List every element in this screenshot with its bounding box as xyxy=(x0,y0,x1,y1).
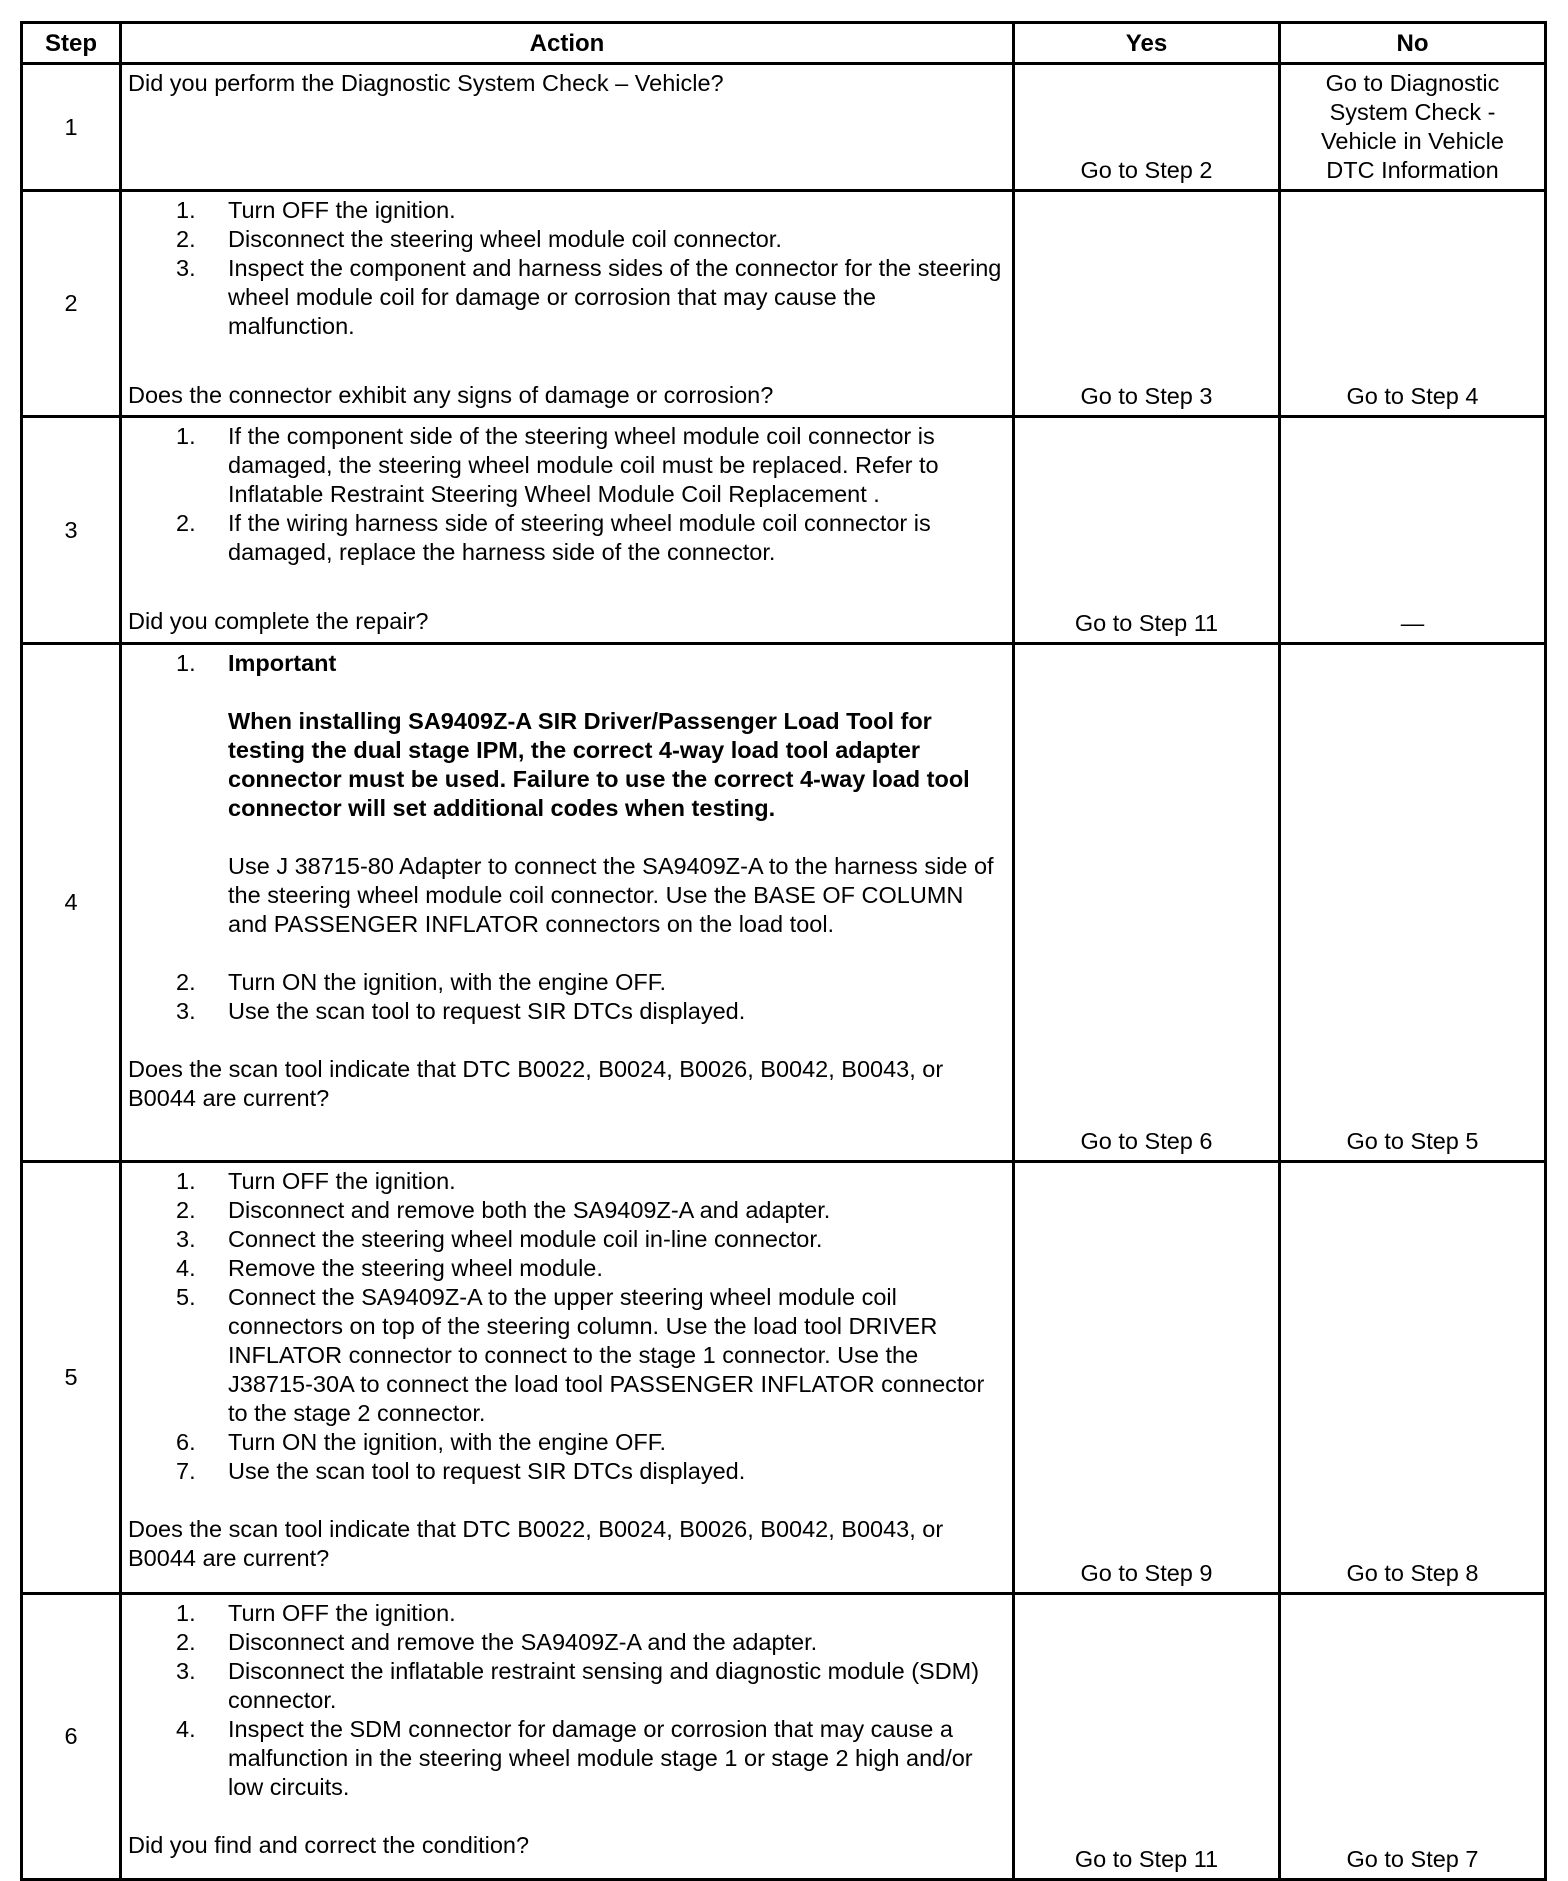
list-item: 2. Disconnect and remove both the SA9409Z-A and adapter. xyxy=(176,1197,831,1223)
action-cell xyxy=(121,64,1014,191)
no-cell: Go to Diagnostic System Check - Vehicle in Vehicle DTC Information xyxy=(1280,64,1546,191)
list-item: 1. Important When installing SA9409Z-A SIR Driver/Passenger Load Tool for testing the dual stage IPM, the correct 4-way load tool adapter connector must be used. Failure to use the correct 4-way load tool connector will set additional codes when testing. Use J 38715-80 Adapter to connect the SA9409Z-A to the harness side of the steering wheel module coil connector. Use the BASE OF COLUMN and PASSENGER INFLATOR connectors on the load tool. xyxy=(128,649,1006,968)
list-item: 2. Disconnect the steering wheel module coil connector. xyxy=(176,226,782,252)
action-steps xyxy=(128,1167,1006,1486)
action-steps xyxy=(128,1599,1006,1802)
important-label: Important xyxy=(228,650,337,676)
step-number: 3 xyxy=(22,417,121,644)
action-question: Did you find and correct the condition? xyxy=(128,1832,530,1858)
action-steps xyxy=(128,649,1006,1026)
list-item: 1. Turn OFF the ignition. xyxy=(176,197,456,223)
action-question: Did you complete the repair? xyxy=(128,608,429,634)
dash: — xyxy=(1400,610,1425,636)
list-item: 1. Turn OFF the ignition. xyxy=(176,1168,456,1194)
action-cell xyxy=(121,191,1014,417)
list-item: 2. If the wiring harness side of steering wheel module coil connector is damaged, replace the harness side of the connector. xyxy=(176,510,931,565)
important-note: Use J 38715-80 Adapter to connect the SA9409Z-A to the harness side of the steering wheel module coil connector. Use the BASE OF COLUMN and PASSENGER INFLATOR connectors on the load tool. xyxy=(228,853,994,937)
table-row xyxy=(22,644,1546,1162)
step-number: 2 xyxy=(22,191,121,417)
list-item: 6. Turn ON the ignition, with the engine OFF. xyxy=(176,1429,667,1455)
step-number: 5 xyxy=(22,1162,121,1594)
yes-cell: Go to Step 11 xyxy=(1014,417,1280,644)
important-text: When installing SA9409Z-A SIR Driver/Passenger Load Tool for testing the dual stage IPM, the correct 4-way load tool adapter connector must be used. Failure to use the correct 4-way load tool connector will set additional codes when testing. xyxy=(228,708,970,821)
no-cell: Go to Step 5 xyxy=(1280,644,1546,1162)
action-steps xyxy=(128,422,1006,567)
header-action: Action xyxy=(121,23,1014,64)
list-item: 5. Connect the SA9409Z-A to the upper steering wheel module coil connectors on top of the steering column. Use the load tool DRIVER INFLATOR connector to connect to the stage 1 connector. Use the J38715-30A to connect the load tool PASSENGER INFLATOR connector to the stage 2 connector. xyxy=(176,1284,985,1426)
table-row xyxy=(22,417,1546,644)
list-item: 2. Turn ON the ignition, with the engine OFF. xyxy=(176,969,667,995)
list-item: 4. Remove the steering wheel module. xyxy=(176,1255,603,1281)
no-cell: Go to Step 4 xyxy=(1280,191,1546,417)
action-question: Does the connector exhibit any signs of damage or corrosion? xyxy=(128,382,774,408)
no-cell xyxy=(1280,417,1546,644)
list-item: 3. Disconnect the inflatable restraint sensing and diagnostic module (SDM) connector. xyxy=(176,1658,980,1713)
action-steps xyxy=(128,196,1006,341)
list-item: 4. Inspect the SDM connector for damage or corrosion that may cause a malfunction in the steering wheel module stage 1 or stage 2 high and/or low circuits. xyxy=(176,1716,973,1800)
step-number: 4 xyxy=(22,644,121,1162)
table-row xyxy=(22,1162,1546,1594)
table-row xyxy=(22,191,1546,417)
list-item: 3. Inspect the component and harness sides of the connector for the steering wheel module coil for damage or corrosion that may cause the malfunction. xyxy=(176,255,1002,339)
action-cell xyxy=(121,417,1014,644)
action-cell xyxy=(121,1594,1014,1880)
yes-cell: Go to Step 6 xyxy=(1014,644,1280,1162)
header-row xyxy=(22,23,1546,64)
header-no: No xyxy=(1280,23,1546,64)
list-item: 1. If the component side of the steering wheel module coil connector is damaged, the steering wheel module coil must be replaced. Refer to Inflatable Restraint Steering Wheel Module Coil Replacement . xyxy=(176,423,939,507)
step-number: 6 xyxy=(22,1594,121,1880)
list-item: 3. Use the scan tool to request SIR DTCs displayed. xyxy=(176,998,746,1024)
list-item: 3. Connect the steering wheel module coil in-line connector. xyxy=(176,1226,823,1252)
no-cell: Go to Step 7 xyxy=(1280,1594,1546,1880)
action-cell xyxy=(121,644,1014,1162)
action-question: Does the scan tool indicate that DTC B0022, B0024, B0026, B0042, B0043, or B0044 are current? xyxy=(128,1056,944,1111)
action-cell xyxy=(121,1162,1014,1594)
list-item: 2. Disconnect and remove the SA9409Z-A and the adapter. xyxy=(176,1629,818,1655)
yes-cell: Go to Step 11 xyxy=(1014,1594,1280,1880)
no-cell: Go to Step 8 xyxy=(1280,1162,1546,1594)
action-question: Does the scan tool indicate that DTC B0022, B0024, B0026, B0042, B0043, or B0044 are current? xyxy=(128,1516,944,1571)
header-yes: Yes xyxy=(1014,23,1280,64)
yes-cell: Go to Step 2 xyxy=(1014,64,1280,191)
step-number: 1 xyxy=(22,64,121,191)
list-item: 1. Turn OFF the ignition. xyxy=(176,1600,456,1626)
yes-cell: Go to Step 3 xyxy=(1014,191,1280,417)
list-item: 7. Use the scan tool to request SIR DTCs displayed. xyxy=(176,1458,746,1484)
yes-cell: Go to Step 9 xyxy=(1014,1162,1280,1594)
diagnostic-table xyxy=(20,21,1547,1881)
action-question: Did you perform the Diagnostic System Check – Vehicle? xyxy=(128,70,724,96)
table-row xyxy=(22,1594,1546,1880)
header-step: Step xyxy=(22,23,121,64)
diagnostic-table-wrap xyxy=(20,21,1544,1881)
table-row xyxy=(22,64,1546,191)
